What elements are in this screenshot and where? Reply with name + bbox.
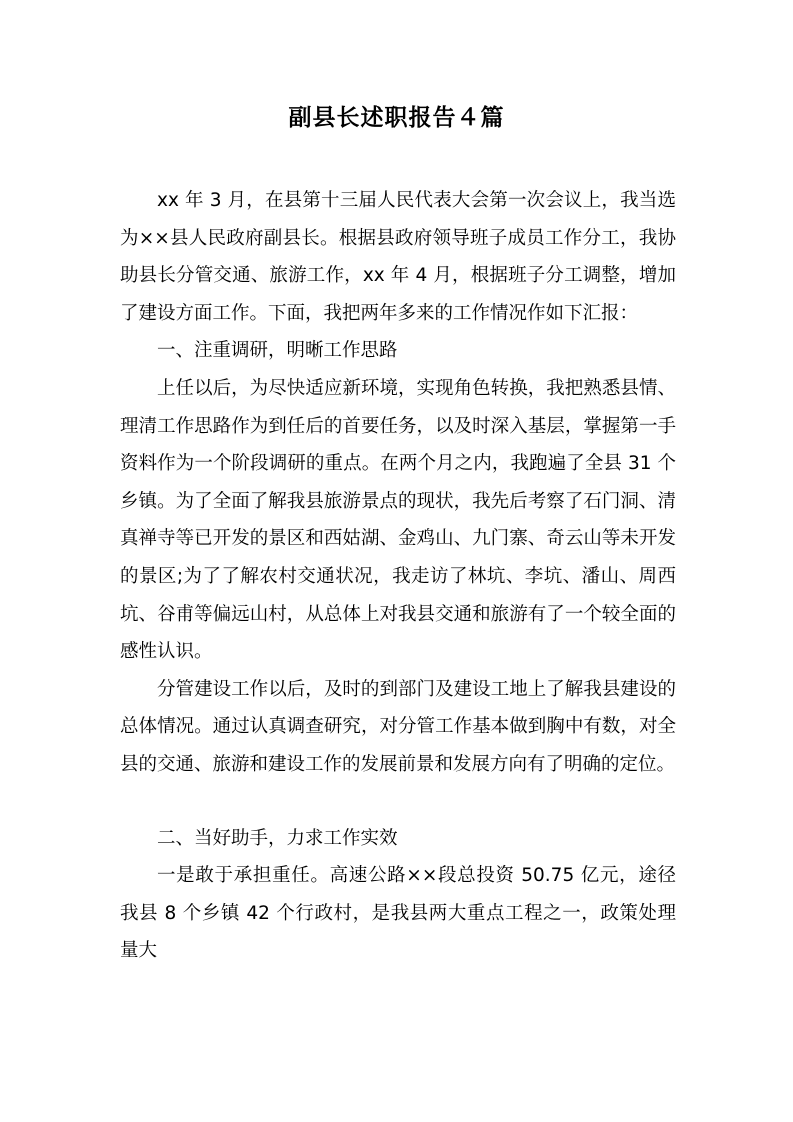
paragraph-construction: 分管建设工作以后，及时的到部门及建设工地上了解我县建设的总体情况。通过认真调查研究，对分管工作基本做到胸中有数，对全县的交通、旅游和建设工作的发展前景和发展方向有了明确的定位。	[120, 678, 676, 775]
section-heading-2: 二、当好助手，力求工作实效	[157, 827, 398, 849]
paragraph-responsibility: 一是敢于承担重任。高速公路××段总投资 50.75 亿元，途径我县 8 个乡镇 42 个行政村，是我县两大重点工程之一，政策处理量大	[120, 865, 676, 962]
paragraph-research: 上任以后，为尽快适应新环境，实现角色转换，我把熟悉县情、理清工作思路作为到任后的首要任务，以及时深入基层，掌握第一手资料作为一个阶段调研的重点。在两个月之内，我跑遍了全县 31 个乡镇。为了全面了解我县旅游景点的现状，我先后考察了石门洞、清真禅寺等已开发的景区和西姑湖、金鸡山、九门寨、奇云山等未开发的景区;为了了解农村交通状况，我走访了林坑、李坑、潘山、周西坑、谷甫等偏远山村，从总体上对我县交通和旅游有了一个较全面的感性认识。	[120, 377, 676, 663]
document-title: 副县长述职报告４篇	[288, 105, 505, 131]
document-body	[120, 182, 676, 970]
paragraph-intro: xx 年 3 月，在县第十三届人民代表大会第一次会议上，我当选为××县人民政府副县长。根据县政府领导班子成员工作分工，我协助县长分管交通、旅游工作，xx 年 4 月，根据班子分工调整，增加了建设方面工作。下面，我把两年多来的工作情况作如下汇报：	[120, 190, 676, 324]
section-heading-1: 一、注重调研，明晰工作思路	[157, 340, 398, 362]
